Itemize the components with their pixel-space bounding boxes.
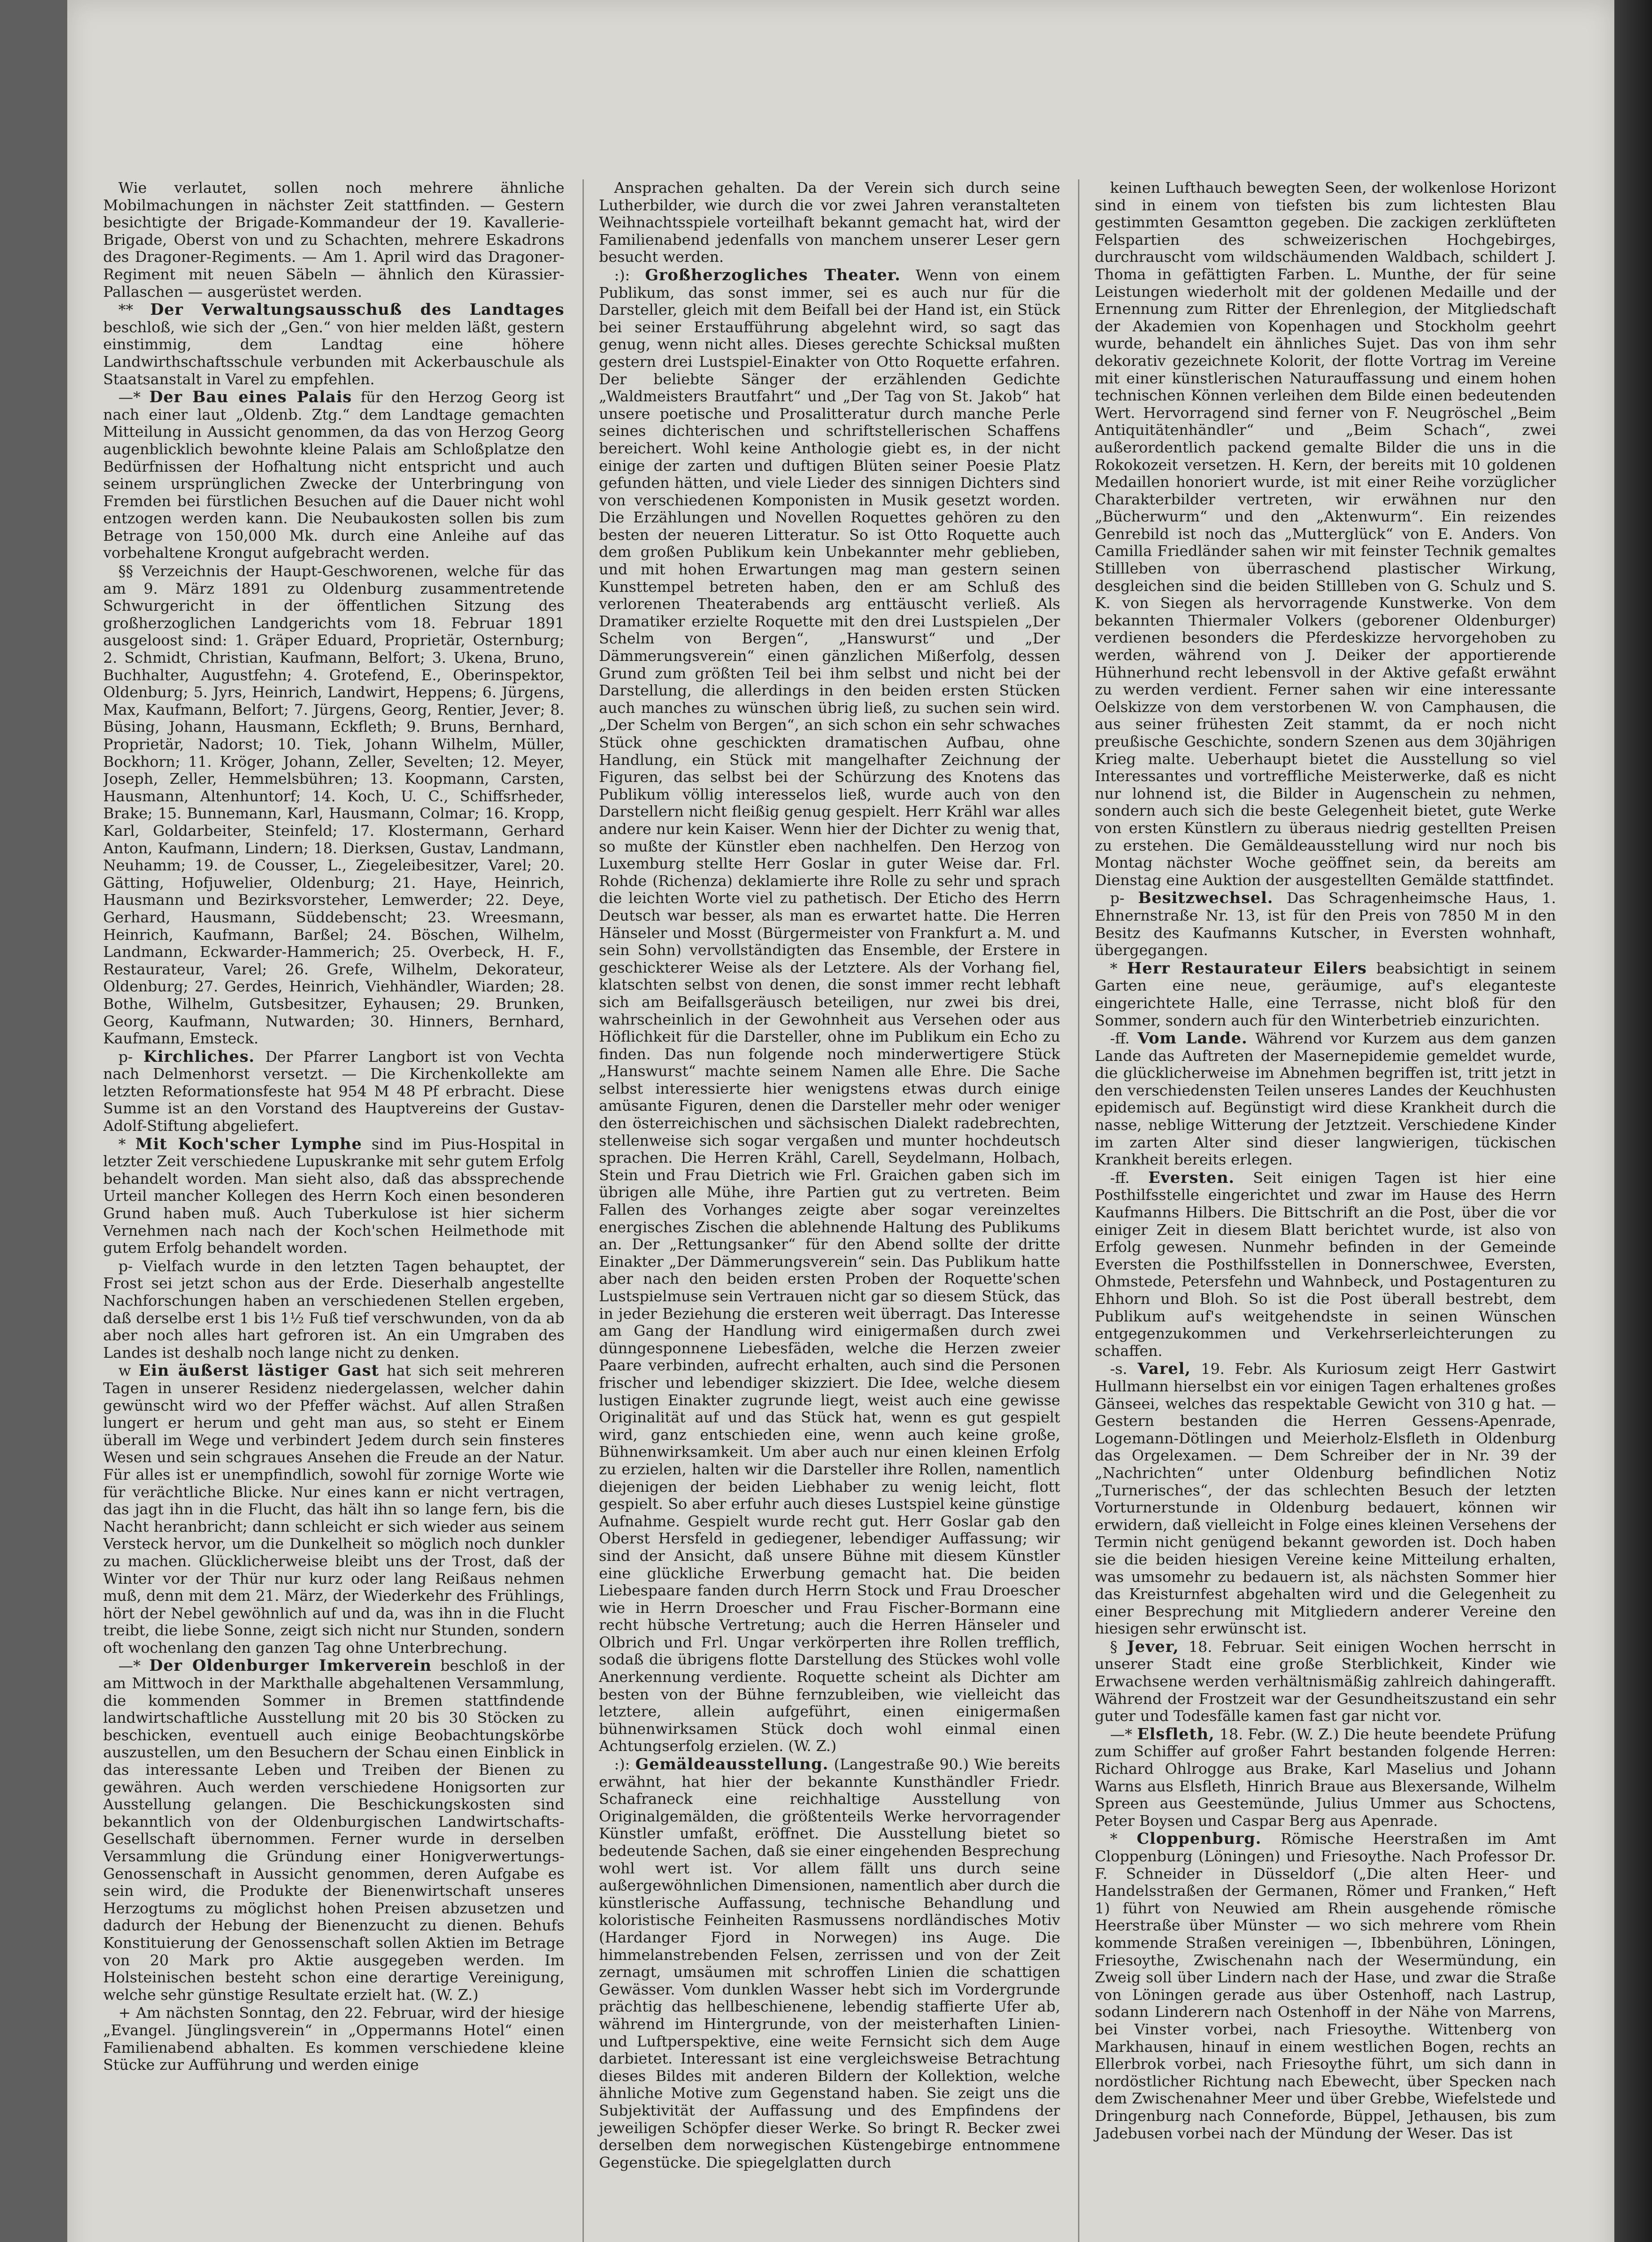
article-paragraph <box>1095 1726 1556 1830</box>
article-text: Römische Heerstraßen im Amt Cloppenburg (Löningen) und Friesoythe. Nach Professor Dr. F. Schneider in Düsseldorf („Die alten Heer- und Handelsstraßen der Germanen, Römer und Franken,“ Heft 1) führt von Neuwied am Rhein ausgehende römische Heerstraße über Münster — wo sich mehrere vom Rhein kommende Straßen vereinigen —, Ibbenbühren, Löningen, Friesoythe, Zwischenahn nach der Wesermündung, ein Zweig soll über Lindern nach der Hase, und zwar die Straße von Löningen gerade aus über Ostenhoff, nach Lastrup, sodann Linderern nach Ostenhoff in der Nähe von Marrens, bei Vinster vorbei, nach Friesoythe. Wittenberg von Markhausen, hinauf in einem westlichen Bogen, rechts an Ellerbrok vorbei, nach Friesoythe führt, um sich dann in nordöstlicher Richtung nach Ebewecht, über Specken nach dem Zwischenahner Meer und über Grebbe, Wiefelstede und Dringenburg nach Conneforde, Büppel, Jethausen, bis zum Jadebusen vorbei nach der Mündung der Weser. Das ist <box>1095 1830 1556 2142</box>
article-text: beschloß in der am Mittwoch in der Markthalle abgehaltenen Versammlung, die kommenden Sommer in Bremen stattfindende landwirtschaftliche Ausstellung mit 20 bis 30 Stöcken zu beschicken, eventuell auch einige Beobachtungskörbe auszustellen, um den Besuchern der Schau einen Einblick in das interessante Leben und Treiben der Bienen zu gewähren. Auch werden verschiedene Honigsorten zur Ausstellung gelangen. Die Beschickungskosten sind bekanntlich von der Oldenburgischen Landwirtschafts-Gesellschaft übernommen. Ferner wurde in derselben Versammlung die Gründung einer Honigverwertungs-Genossenschaft in Aussicht genommen, deren Aufgabe es sein wird, die Produkte der Bienenwirtschaft unseres Herzogtums zu möglichst hohen Preisen abzusetzen und dadurch der Hebung der Bienenzucht zu dienen. Behufs Konstituierung der Genossenschaft sollen Aktien im Betrage von 20 Mark pro Aktie ausgegeben werden. Im Holsteinischen besteht schon eine derartige Vereinigung, welche sehr günstige Resultate erzielt hat. (W. Z.) <box>103 1657 565 2003</box>
article-text: Während vor Kurzem aus dem ganzen Lande das Auftreten der Masernepidemie gemeldet wurde, die glücklicherweise im Abnehmen begriffen ist, tritt jetzt in den verschiedensten Teilen unseres Landes der Keuchhusten epidemisch auf. Begünstigt wird diese Krankheit durch die nasse, neblige Witterung der Jetztzeit. Verschiedene Kinder im zarten Alter sind dieser langwierigen, tückischen Krankheit bereits erlegen. <box>1095 1030 1556 1169</box>
article-paragraph <box>1095 179 1556 889</box>
article-marker: -s. <box>1110 1360 1127 1378</box>
article-paragraph <box>1095 1030 1556 1169</box>
article-heading: Eversten. <box>1148 1168 1235 1187</box>
article-marker: -ff. <box>1110 1169 1130 1186</box>
article-text: Vielfach wurde in den letzten Tagen behauptet, der Frost sei jetzt schon aus der Erde. Dieserhalb angestellte Nachforschungen haben an verschiedenen Stellen ergeben, daß derselbe erst 1 bis 1½ Fuß tief verschwunden, von da ab aber noch alles hart gefroren ist. An ein Umgraben des Landes ist deshalb noch lange nicht zu denken. <box>103 1257 565 1361</box>
article-marker: —* <box>118 388 141 406</box>
article-marker: :): <box>614 1755 630 1773</box>
article-marker: w <box>118 1362 131 1380</box>
article-heading: Gemäldeausstellung. <box>635 1755 829 1774</box>
article-heading: Mit Koch'scher Lymphe <box>135 1134 362 1153</box>
article-heading: Der Verwaltungsausschuß des Landtages <box>150 300 565 319</box>
article-paragraph <box>103 389 565 562</box>
article-text: 18. Februar. Seit einigen Wochen herrscht in unserer Stadt eine große Sterblichkeit, Kinder wie Erwachsene werden verhältnismäßig zahlreich dahingerafft. Während der Frostzeit war der Gesundheitszustand ein sehr guter und Todesfälle kamen fast gar nicht vor. <box>1095 1638 1556 1725</box>
article-heading: Kirchliches. <box>143 1047 255 1066</box>
article-paragraph <box>1095 1169 1556 1360</box>
article-paragraph <box>103 2004 565 2073</box>
article-text: Ansprachen gehalten. Da der Verein sich durch seine Lutherbilder, wie durch die vor zwei Jahren veranstalteten Weihnachtsspiele vorteilhaft bekannt gemacht hat, wird der Familienabend jedenfalls von manchem unserer Leser gern besucht werden. <box>599 179 1061 266</box>
article-marker: -ff. <box>1110 1030 1130 1047</box>
article-marker: p- <box>118 1047 133 1065</box>
article-marker: §§ <box>118 562 133 580</box>
column-container <box>103 179 1556 2242</box>
article-paragraph <box>1095 1638 1556 1725</box>
article-heading: Der Oldenburger Imkerverein <box>149 1656 432 1675</box>
column-3 <box>1078 179 1556 2242</box>
article-paragraph <box>103 179 565 300</box>
article-heading: Herr Restaurateur Eilers <box>1127 959 1367 978</box>
article-text: keinen Lufthauch bewegten Seen, der wolkenlose Horizont sind in einem von tiefsten bis zum lichtesten Blau gestimmten Gesamtton gegeben. Die zackigen zerklüfteten Felspartien des schweizerischen Hochgebirges, durchrauscht vom wildschäumenden Waldbach, schildert J. Thoma in gefättigten Farben. L. Munthe, der für seine Leistungen wiederholt mit der goldenen Medaille und der Ernennung zum Ritter der Ehrenlegion, der Mitgliedschaft der Akademien von Kopenhagen und Stockholm geehrt wurde, behandelt ein ähnliches Sujet. Das von ihm sehr dekorativ gezeichnete Kolorit, der flotte Vortrag im Vereine mit einer künstlerischen Naturauffassung und einem hohen technischen Können verleihen dem Bilde einen bedeutenden Wert. Hervorragend sind ferner von F. Neugröschel „Beim Antiquitätenhändler“ und „Beim Schach“, zwei außerordentlich packend gemalte Bilder die uns in die Rokokozeit versetzen. H. Kern, der bereits mit 10 goldenen Medaillen honoriert wurde, ist mit einer Reihe vorzüglicher Charakterbilder vertreten, wir erwähnen nur den „Bücherwurm“ und den „Aktenwurm“. Ein reizendes Genrebild ist noch das „Mutterglück“ von E. Anders. Von Camilla Friedländer sahen wir mit feinster Technik gemaltes Stillleben von überraschend plastischer Wirkung, desgleichen sind die beiden Stillleben von G. Schulz und S. K. von Siegen als hervorragende Kunstwerke. Von dem bekannten Thiermaler Volkers (geborener Oldenburger) verdienen besonders die Pferdeskizze hervorgehoben zu werden, während von J. Deiker der apportierende Hühnerhund recht lebensvoll in der Aktive gefaßt erwähnt zu werden verdient. Ferner sahen wir eine interessante Oelskizze von dem verstorbenen W. von Camphausen, die aus seiner frühesten Zeit stammt, da er noch nicht preußische Geschichte, sondern Szenen aus dem 30jährigen Krieg malte. Ueberhaupt bietet die Ausstellung so viel Interessantes und vortreffliche Meisterwerke, daß es nicht nur lohnend ist, die Bilder in Augenschein zu nehmen, sondern auch sich die beste Gelegenheit bietet, gute Werke von ersten Künstlern zu überaus niedrig gestellten Preisen zu erstehen. Die Gemäldeausstellung wird nur noch bis Montag nächster Woche geöffnet sein, da bereits am Dienstag eine Auktion der ausgestellten Gemälde stattfindet. <box>1095 179 1556 889</box>
article-marker: § <box>1110 1638 1117 1655</box>
article-marker: p- <box>118 1257 133 1275</box>
article-paragraph <box>103 1657 565 2003</box>
article-paragraph <box>103 301 565 388</box>
article-text: Wie verlautet, sollen noch mehrere ähnliche Mobilmachungen in nächster Zeit stattfinden. — Gestern besichtigte der Brigade-Kommandeur der 19. Kavallerie-Brigade, Oberst von und zu Schachten, mehrere Eskadrons des Dragoner-Regiments. — Am 1. April wird das Dragoner-Regiment mit neuen Säbeln — ähnlich den Kürassier-Pallaschen — ausgerüstet werden. <box>103 179 565 300</box>
column-1 <box>103 179 565 2242</box>
article-paragraph <box>103 563 565 1047</box>
page-edge <box>1614 0 1652 2242</box>
article-paragraph <box>1095 960 1556 1029</box>
article-paragraph <box>103 1136 565 1257</box>
article-paragraph <box>599 267 1061 1755</box>
article-text: 19. Febr. Als Kuriosum zeigt Herr Gastwirt Hullmann hierselbst ein vor einigen Tagen erhaltenes großes Gänseei, welches das respektable Gewicht von 310 g hat. — Gestern bestanden die Herren Gessens-Apenrade, Logemann-Dötlingen und Meierholz-Elsfleth in Oldenburg das Orgelexamen. — Dem Schreiber der in Nr. 39 der „Nachrichten“ unter Oldenburg befindlichen Notiz „Turnerisches“, der das schlechten Besuch der letzten Vorturnerstunde in Oldenburg bedauert, können wir erwidern, daß vielleicht in Folge eines kleinen Versehens der Termin nicht genügend bekannt geworden ist. Doch haben sie die beiden hiesigen Vereine keine Mitteilung erhalten, was umsomehr zu bedauern ist, als nächsten Sommer hier das Kreisturnfest abgehalten wird und die Gelegenheit zu einer Besprechung mit Mitgliedern anderer Vereine den hiesigen sehr erwünscht ist. <box>1095 1360 1556 1638</box>
article-text: Der Pfarrer Langbort ist von Vechta nach Delmenhorst versetzt. — Die Kirchenkollekte am letzten Reformationsfeste hat 954 M 48 Pf erbracht. Diese Summe ist an den Vorstand des Hauptvereins der Gustav-Adolf-Stiftung abgeliefert. <box>103 1047 565 1135</box>
article-marker: + <box>118 2004 131 2022</box>
article-text: 18. Febr. (W. Z.) Die heute beendete Prüfung zum Schiffer auf großer Fahrt bestanden folgende Herren: Richard Ohlrogge aus Brake, Karl Maselius und Johann Warns aus Elsfleth, Hinrich Braue aus Blexersande, Wilhelm Spreen aus Geestemünde, Julius Ummer aus Schoctens, Peter Boysen und Caspar Berg aus Apenrade. <box>1095 1725 1556 1829</box>
article-text: Am nächsten Sonntag, den 22. Februar, wird der hiesige „Evangel. Jünglingsverein“ in „Oppermanns Hotel“ einen Familienabend abhalten. Es kommen verschiedene kleine Stücke zur Aufführung und werden einige <box>103 2004 565 2074</box>
article-paragraph <box>599 179 1061 266</box>
article-marker: —* <box>118 1657 141 1675</box>
article-paragraph <box>1095 1360 1556 1638</box>
article-marker: —* <box>1110 1725 1132 1743</box>
article-paragraph <box>1095 1830 1556 2142</box>
article-marker: * <box>118 1135 126 1153</box>
column-2 <box>583 179 1061 2242</box>
article-heading: Der Bau eines Palais <box>149 388 352 407</box>
article-heading: Elsfleth, <box>1137 1725 1215 1743</box>
article-marker: * <box>1110 959 1117 977</box>
article-paragraph <box>103 1258 565 1362</box>
newspaper-page <box>67 0 1614 2242</box>
article-text: für den Herzog Georg ist nach einer laut „Oldenb. Ztg.“ dem Landtage gemachten Mitteilung in Aussicht genommen, da das von Herzog Georg augenblicklich bewohnte kleine Palais am Schloßplatze den Bedürfnissen der Hofhaltung nicht entspricht und auch seinem ursprünglichen Zwecke der Unterbringung von Fremden bei fürstlichen Besuchen auf die Dauer nicht wohl entzogen werden kann. Die Neubaukosten sollen bis zum Betrage von 150,000 Mk. durch eine Anleihe auf das vorbehaltene Krongut aufgebracht werden. <box>103 388 565 562</box>
article-text: (Langestraße 90.) Wie bereits erwähnt, hat hier der bekannte Kunsthändler Friedr. Schafraneck eine reichhaltige Ausstellung von Originalgemälden, die größtenteils Werke hervorragender Künstler umfaßt, eröffnet. Die Ausstellung bietet so bedeutende Sachen, daß sie einer eingehenden Besprechung wohl wert ist. Vor allem fällt uns durch seine außergewöhnlichen Dimensionen, namentlich aber durch die künstlerische Auffassung, technische Behandlung und koloristische Feinheiten Rasmussens nordländisches Motiv (Hardanger Fjord in Norwegen) ins Auge. Die himmelanstrebenden Felsen, zerrissen und von der Zeit zernagt, umsäumen mit schroffen Linien die schattigen Gewässer. Vom dunklen Wasser hebt sich im Vordergrunde prächtig das hellbeschienene, lebendig staffierte Ufer ab, während im Hintergrunde, von der meisterhaften Linien- und Luftperspektive, eine weite Fernsicht sich dem Auge darbietet. Interessant ist eine vergleichsweise Betrachtung dieses Bildes mit anderen Bildern der Kollektion, welche ähnliche Motive zum Gegenstand haben. Sie zeigt uns die Subjektivität der Auffassung und des Empfindens der jeweiligen Schöpfer dieser Werke. So bringt R. Becker zwei derselben dem norwegischen Küstengebirge entnommene Gegenstücke. Die spiegelglatten durch <box>599 1755 1061 2171</box>
article-text: beschloß, wie sich der „Gen.“ von hier melden läßt, gestern einstimmig, dem Landtag eine höhere Landwirthschaftsschule verbunden mit Ackerbauschule als Staatsanstalt in Varel zu empfehlen. <box>103 318 565 388</box>
article-paragraph <box>1095 890 1556 959</box>
article-text: Das Schragenheimsche Haus, 1. Ehnernstraße Nr. 13, ist für den Preis von 7850 M in den Besitz des Kaufmanns Kutscher, in Eversten wohnhaft, übergegangen. <box>1095 889 1556 959</box>
article-paragraph <box>103 1048 565 1135</box>
article-text: Verzeichnis der Haupt-Geschworenen, welche für das am 9. März 1891 zu Oldenburg zusammentretende Schwurgericht in der öffentlichen Sitzung des großherzoglichen Landgerichts vom 18. Februar 1891 ausgeloost sind: 1. Gräper Eduard, Proprietär, Osternburg; 2. Schmidt, Christian, Kaufmann, Belfort; 3. Ukena, Bruno, Buchhalter, Augustfehn; 4. Grotefend, E., Oberinspektor, Oldenburg; 5. Jyrs, Heinrich, Landwirt, Heppens; 6. Jürgens, Max, Kaufmann, Belfort; 7. Jürgens, Georg, Rentier, Jever; 8. Büsing, Johann, Hausmann, Eckfleth; 9. Bruns, Bernhard, Proprietär, Nadorst; 10. Tiek, Johann Wilhelm, Müller, Bockhorn; 11. Kröger, Johann, Zeller, Sevelten; 12. Meyer, Joseph, Zeller, Hemmelsbühren; 13. Koopmann, Carsten, Hausmann, Altenhuntorf; 14. Koch, U. C., Schiffsrheder, Brake; 15. Bunnemann, Karl, Hausmann, Colmar; 16. Kropp, Karl, Goldarbeiter, Steinfeld; 17. Klostermann, Gerhard Anton, Kaufmann, Lindern; 18. Dierksen, Gustav, Landmann, Neuhamm; 19. de Cousser, L., Ziegeleibesitzer, Varel; 20. Gätting, Hofjuwelier, Oldenburg; 21. Haye, Heinrich, Hausmann und Bezirksvorsteher, Lemwerder; 22. Deye, Gerhard, Hausmann, Süddebenscht; 23. Wreesmann, Heinrich, Kaufmann, Barßel; 24. Böschen, Wilhelm, Landmann, Eckwarder-Hammerich; 25. Overbeck, H. F., Restaurateur, Varel; 26. Grefe, Wilhelm, Dekorateur, Oldenburg; 27. Gerdes, Heinrich, Viehhändler, Wiarden; 28. Bothe, Wilhelm, Gutsbesitzer, Eyhausen; 29. Brunken, Georg, Kaufmann, Nutwarden; 30. Hinners, Bernhard, Kaufmann, Emsteck. <box>103 562 565 1047</box>
article-heading: Varel, <box>1137 1360 1191 1378</box>
article-text: sind im Pius-Hospital in letzter Zeit verschiedene Lupuskranke mit sehr gutem Erfolg behandelt worden. Man sieht also, daß das abssprechende Urteil mancher Kollegen des Herrn Koch einen besonderen Grund haben muß. Auch Tuberkulose ist hier sicherm Vernehmen nach nach der Koch'schen Heilmethode mit gutem Erfolg behandelt worden. <box>103 1135 565 1257</box>
article-marker: :): <box>614 266 630 284</box>
article-heading: Jever, <box>1127 1637 1179 1656</box>
article-paragraph <box>103 1362 565 1656</box>
article-text: beabsichtigt in seinem Garten eine neue, geräumige, auf's eleganteste eingerichtete Halle, eine Terrasse, nicht bloß für den Sommer, sondern auch für den Winterbetrieb einzurichten. <box>1095 959 1556 1029</box>
article-paragraph <box>599 1756 1061 2171</box>
article-text: hat sich seit mehreren Tagen in unserer Residenz niedergelassen, welcher dahin gewünscht wird wo der Pfeffer wächst. Auf allen Straßen lungert er herum und geht man aus, so steht er Einem überall im Wege und verbindert Jedem durch sein finsteres Wesen und sein schgraues Ansehen die Freude an der Natur. Für alles ist er unempfindlich, sowohl für zornige Worte wie für verächtliche Blicke. Nur eines kann er nicht vertragen, das jagt ihn in die Flucht, das hält ihn so lange fern, bis die Nacht heranbricht; dann schleicht er sich wieder aus seinem Versteck hervor, um die Dunkelheit so möglich noch dunkler zu machen. Glücklicherweise bleibt uns der Trost, daß der Winter vor der Thür nur kurz oder lang Reißaus nehmen muß, denn mit dem 21. März, der Wiederkehr des Frühlings, hört der Nebel gewöhnlich auf und da, was ihn in die Flucht treibt, die liebe Sonne, zeigt sich nicht nur Stunden, sondern oft wochenlang den ganzen Tag ohne Unterbrechung. <box>103 1362 565 1656</box>
article-text: Seit einigen Tagen ist hier eine Posthilfsstelle eingerichtet und zwar im Hause des Herrn Kaufmanns Hilbers. Die Bittschrift an die Post, über die vor einiger Zeit in diesem Blatt berichtet wurde, ist also von Erfolg gewesen. Nunmehr befinden in der Gemeinde Eversten die Posthilfsstellen in Donnerschwee, Eversten, Ohmstede, Petersfehn und Wahnbeck, und Postagenturen zu Ehhorn und Bloh. So ist die Post überall bestrebt, dem Publikum auf's weitgehendste in seinen Wünschen entgegenzukommen und Verkehrserleichterungen zu schaffen. <box>1095 1169 1556 1360</box>
article-heading: Ein äußerst lästiger Gast <box>139 1361 379 1380</box>
article-marker: ** <box>118 301 133 319</box>
article-marker: p- <box>1110 889 1125 907</box>
article-heading: Cloppenburg. <box>1136 1829 1262 1848</box>
article-heading: Großherzogliches Theater. <box>645 265 901 284</box>
article-heading: Vom Lande. <box>1137 1029 1248 1048</box>
article-heading: Besitzwechsel. <box>1138 889 1274 908</box>
article-marker: * <box>1110 1830 1117 1848</box>
article-text: Wenn von einem Publikum, das sonst immer, sei es auch nur für die Darsteller, gleich mit dem Beifall bei der Hand ist, ein Stück bei seiner Erstaufführung abgelehnt wird, so sagt das genug, wenn nicht alles. Dieses gerechte Schicksal mußten gestern drei Lustspiel-Einakter von Otto Roquette erfahren. Der beliebte Sänger der erzählenden Gedichte „Waldmeisters Brautfahrt“ und „Der Tag von St. Jakob“ hat unsere poetische und Prosalitteratur durch manche Perle seines dichterischen und schriftstellerischen Schaffens bereichert. Wohl keine Anthologie giebt es, in der nicht einige der zarten und duftigen Blüten seiner Poesie Platz gefunden hätten, und viele Lieder des sinnigen Dichters sind von verschiedenen Komponisten in Musik gesetzt worden. Die Erzählungen und Novellen Roquettes gehören zu den besten der neueren Litteratur. So ist Otto Roquette auch dem großen Publikum kein Unbekannter mehr geblieben, und mit hohen Erwartungen mag man gestern seinen Kunsttempel betreten haben, den er am Schluß des verlorenen Theaterabends arg enttäuscht verließ. Als Dramatiker erzielte Roquette mit den drei Lustspielen „Der Schelm von Bergen“, „Hanswurst“ und „Der Dämmerungsverein“ einen gänzlichen Mißerfolg, dessen Grund zum größten Teil bei ihm selbst und nicht bei der Darstellung, die allerdings in den beiden ersten Stücken auch manches zu wünschen übrig ließ, zu suchen sein wird. „Der Schelm von Bergen“, an sich schon ein sehr schwaches Stück ohne geschickten dramatischen Aufbau, ohne Handlung, ein Stück mit mangelhafter Zeichnung der Figuren, das selbst bei der Schürzung des Knotens das Publikum völlig interesselos ließ, wurde auch von den Darstellern nicht fleißig genug gespielt. Herr Krähl war alles andere nur kein Kaiser. Wenn hier der Dichter zu wenig that, so mußte der Künstler eben nachhelfen. Den Herzog von Luxemburg stellte Herr Goslar in guter Weise dar. Frl. Rohde (Richenza) deklamierte ihre Rolle zu sehr und sprach die leichten Worte viel zu pathetisch. Der Eticho des Herrn Deutsch war besser, als man es erwartet hatte. Die Herren Hänseler und Mosst (Bürgermeister von Frankfurt a. M. und sein Sohn) vervollständigten das Ensemble, der Erstere in geschickterer Weise als der Letztere. Als der Vorhang fiel, klatschten selbst von denen, die sonst immer recht lebhaft sich am Beifallsgeräusch beteiligen, nur zwei bis drei, wahrscheinlich in der Gewohnheit aus Versehen oder aus Höflichkeit für die Darsteller, ohne im Publikum ein Echo zu finden. Das nun folgende noch minderwertigere Stück „Hanswurst“ machte seinem Namen alle Ehre. Die Sache selbst interessierte hier wenigstens etwas durch einige amüsante Figuren, denen die Darsteller mehr oder weniger den österreichischen und sächsischen Dialekt radebrechten, stellenweise sich sogar vergaßen und munter hochdeutsch sprachen. Die Herren Krähl, Carell, Seydelmann, Holbach, Stein und Frau Dietrich wie Frl. Graichen gaben sich im übrigen alle Mühe, ihre Partien gut zu vertreten. Beim Fallen des Vorhanges zeigte aber sogar vereinzeltes energisches Zischen die ablehnende Haltung des Publikums an. Der „Rettungsanker“ für den Abend sollte der dritte Einakter „Der Dämmerungsverein“ sein. Das Publikum hatte aber nach den beiden ersten Proben der Roquette'schen Lustspielmuse sein Vertrauen nicht gar so diesem Stück, das in jeder Beziehung die ersteren weit überragt. Das Interesse am Gang der Handlung wird einigermaßen durch zwei dünngesponnene Liebesfäden, welche die Herzen zweier Paare verbinden, aufrecht erhalten, auch sind die Personen frischer und lebendiger skizziert. Die Idee, welche diesem lustigen Einakter zugrunde liegt, weist auch eine gewisse Originalität auf und das Stück hat, wenn es gut gespielt wird, ganz entschieden eine, wenn auch keine große, Bühnenwirksamkeit. Um aber auch nur einen kleinen Erfolg zu erzielen, halten wir die Darsteller ihre Rollen, namentlich diejenigen der beiden Liebhaber zu wenig leicht, flott gespielt. So aber erfuhr auch dieses Lustspiel keine günstige Aufnahme. Gespielt wurde recht gut. Herr Goslar gab den Oberst Hersfeld in gediegener, lebendiger Auffassung; wir sind der Ansicht, daß unsere Bühne mit diesem Künstler eine glückliche Erwerbung gemacht hat. Die beiden Liebespaare fanden durch Herrn Stock und Frau Droescher wie in Herrn Droescher und Frau Fischer-Bormann eine recht hübsche Vertretung; auch die Herren Hänseler und Olbrich und Frl. Ungar verkörperten ihre Rollen trefflich, sodaß die übrigens flotte Darstellung des Stückes wohl volle Anerkennung verdiente. Roquette scheint als Dichter am besten von der Bühne fernzubleiben, wie vielleicht das letztere, allein aufgeführt, einen einigermaßen bühnenwirksamen Stück doch wohl einmal einen Achtungserfolg erzielen. (W. Z.) <box>599 266 1061 1755</box>
